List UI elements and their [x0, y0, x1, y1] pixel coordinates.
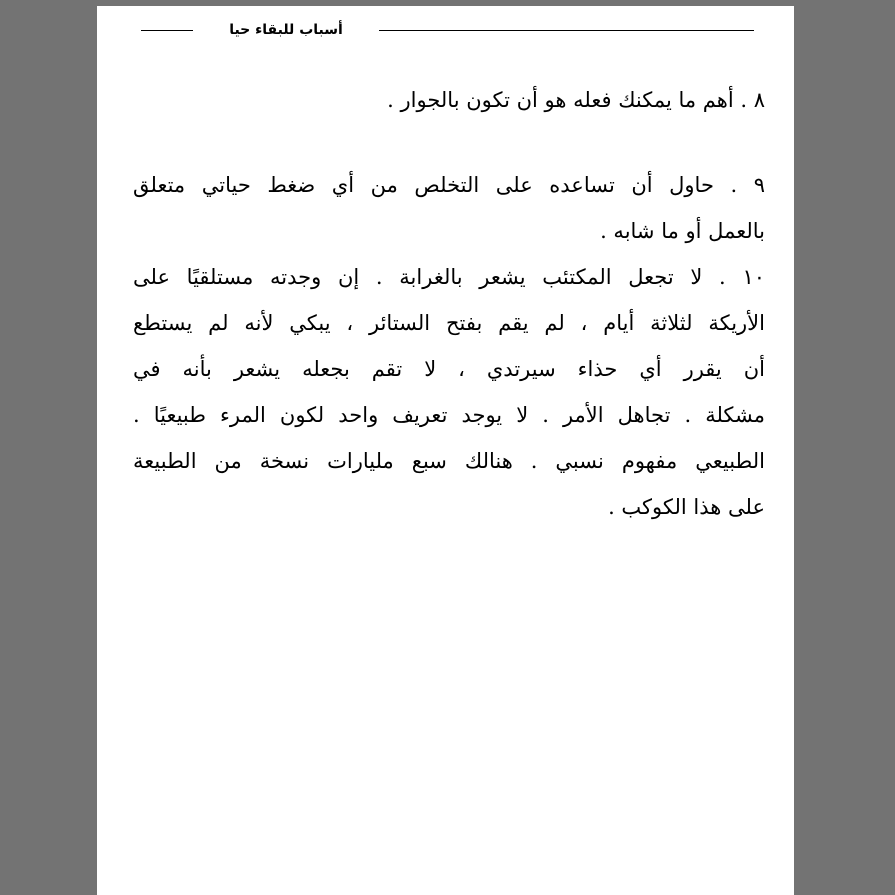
page-header: [97, 20, 794, 40]
list-item-8: [133, 77, 765, 123]
book-page: [97, 6, 794, 895]
text-line: بالعمل أو ما شابه .: [600, 219, 765, 243]
text-line: الطبيعي مفهوم نسبي . هنالك سبع مليارات نسخة من الطبيعة: [133, 449, 765, 473]
book-title: أسباب للبقاء حيا: [229, 22, 343, 38]
text-line: على هذا الكوكب .: [608, 495, 765, 519]
header-rule-right: [379, 30, 754, 31]
text-line: ٩ . حاول أن تساعده على التخلص من أي ضغط حياتي متعلق: [133, 173, 765, 197]
text-line: ١٠ . لا تجعل المكتئب يشعر بالغرابة . إن وجدته مستلقيًا على: [133, 265, 765, 289]
list-item-9: [133, 162, 765, 254]
text-line: ٨ . أهم ما يمكنك فعله هو أن تكون بالجوار .: [387, 88, 765, 112]
text-line: أن يقرر أي حذاء سيرتدي ، لا تقم بجعله يشعر بأنه في: [133, 357, 765, 381]
header-rule-left: [141, 30, 193, 31]
text-line: مشكلة . تجاهل الأمر . لا يوجد تعريف واحد لكون المرء طبيعيًا .: [133, 403, 765, 427]
list-item-10: [133, 254, 765, 530]
text-line: الأريكة لثلاثة أيام ، لم يقم بفتح الستائر ، يبكي لأنه لم يستطع: [133, 311, 765, 335]
